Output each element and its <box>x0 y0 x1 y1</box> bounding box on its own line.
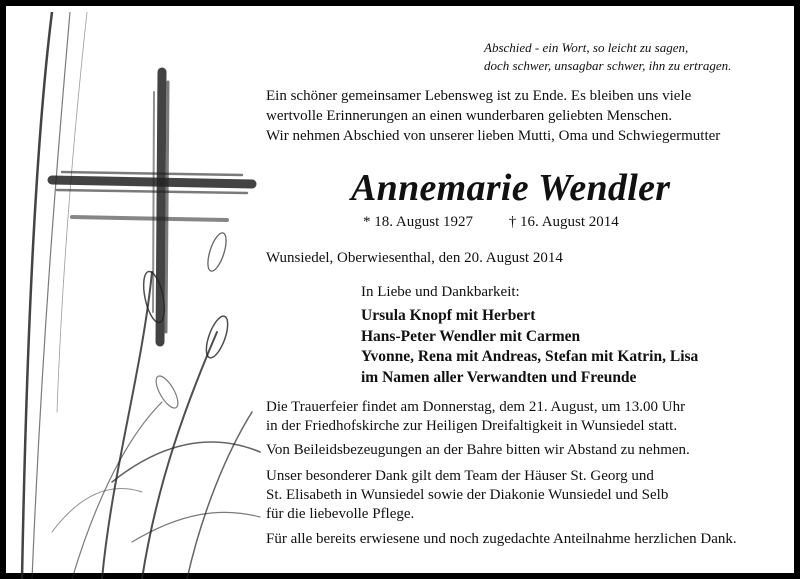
death-date: † 16. August 2014 <box>508 214 619 230</box>
motto-line: doch schwer, unsagbar schwer, ihn zu ertragen. <box>484 58 732 73</box>
thanks-line: Unser besonderer Dank gilt dem Team der Häuser St. Georg und <box>266 468 654 484</box>
intro-line: Wir nehmen Abschied von unserer lieben Mutti, Oma und Schwiegermutter <box>266 128 721 144</box>
motto-line: Abschied - ein Wort, so leicht zu sagen, <box>484 40 689 55</box>
intro-text <box>266 86 720 146</box>
funeral-line: Die Trauerfeier findet am Donnerstag, dem 21. August, um 13.00 Uhr <box>266 399 686 415</box>
family-member: im Namen aller Verwandten und Freunde <box>361 368 637 386</box>
deceased-name: Annemarie Wendler <box>351 167 671 209</box>
motto <box>484 39 731 75</box>
family-list <box>361 306 698 388</box>
cross-and-wheat-illustration <box>12 12 262 579</box>
family-member: Hans-Peter Wendler mit Carmen <box>361 327 581 345</box>
intro-line: Ein schöner gemeinsamer Lebensweg ist zu Ende. Es bleiben uns viele <box>266 88 692 104</box>
funeral-line: in der Friedhofskirche zur Heiligen Dreifaltigkeit in Wunsiedel statt. <box>266 418 678 434</box>
thanks-team <box>266 467 668 524</box>
family-member: Ursula Knopf mit Herbert <box>361 307 536 324</box>
condolences-note: Von Beileidsbezeugungen an der Bahre bitten wir Abstand zu nehmen. <box>266 442 690 458</box>
intro-line: wertvolle Erinnerungen an einen wunderbaren geliebten Menschen. <box>266 108 673 124</box>
thanks-line: für die liebevolle Pflege. <box>266 506 415 522</box>
closing-thanks: Für alle bereits erwiesene und noch zugedachte Anteilnahme herzlichen Dank. <box>266 531 737 547</box>
funeral-info <box>266 398 685 436</box>
birth-date: * 18. August 1927 <box>363 214 474 230</box>
gratitude-line: In Liebe und Dankbarkeit: <box>361 284 520 300</box>
family-member: Yvonne, Rena mit Andreas, Stefan mit Katrin, Lisa <box>361 348 699 365</box>
thanks-line: St. Elisabeth in Wunsiedel sowie der Diakonie Wunsiedel und Selb <box>266 487 669 503</box>
life-dates <box>363 212 619 232</box>
place-and-date: Wunsiedel, Oberwiesenthal, den 20. August 2014 <box>266 250 563 266</box>
